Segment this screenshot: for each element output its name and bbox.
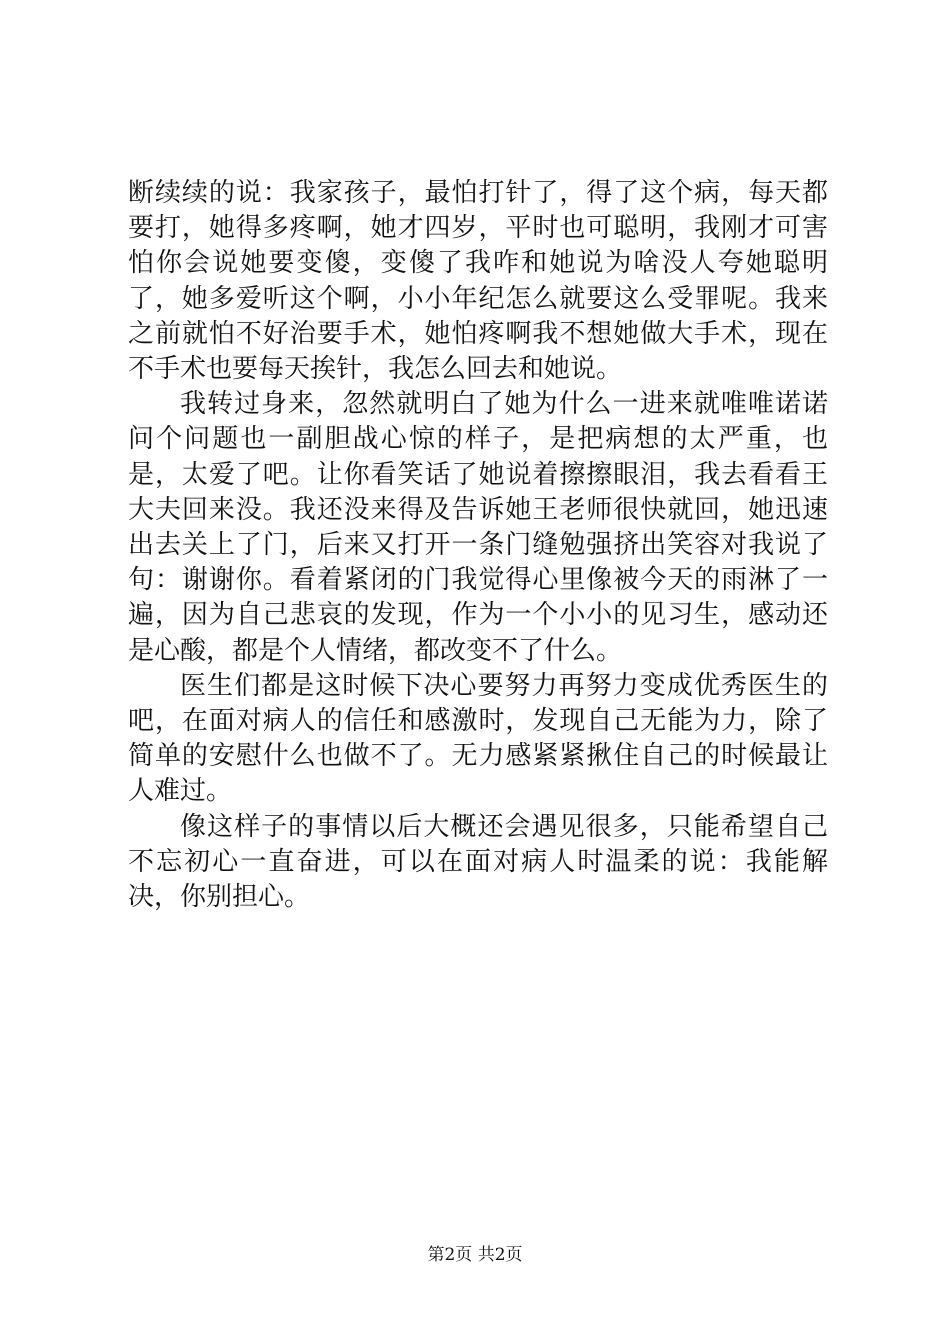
page-number-footer: 第2页 共2页 xyxy=(427,1245,523,1265)
paragraph: 医生们都是这时候下决心要努力再努力变成优秀医生的吧，在面对病人的信任和感激时，发现自己无能为力，除了简单的安慰什么也做不了。无力感紧紧揪住自己的时候最让人难过。 xyxy=(128,670,828,807)
document-body xyxy=(128,176,828,915)
paragraph-continuation: 断续续的说：我家孩子，最怕打针了，得了这个病，每天都要打，她得多疼啊，她才四岁，平时也可聪明，我刚才可害怕你会说她要变傻，变傻了我咋和她说为啥没人夸她聪明了，她多爱听这个啊，小小年纪怎么就要这么受罪呢。我来之前就怕不好治要手术，她怕疼啊我不想她做大手术，现在不手术也要每天挨针，我怎么回去和她说。 xyxy=(128,178,828,385)
paragraph: 像这样子的事情以后大概还会遇见很多，只能希望自己不忘初心一直奋进，可以在面对病人时温柔的说：我能解决，你别担心。 xyxy=(128,811,828,913)
paragraph: 我转过身来，忽然就明白了她为什么一进来就唯唯诺诺问个问题也一副胆战心惊的样子，是把病想的太严重，也是，太爱了吧。让你看笑话了她说着擦擦眼泪，我去看看王大夫回来没。我还没来得及告诉她王老师很快就回，她迅速出去关上了门，后来又打开一条门缝勉强挤出笑容对我说了句：谢谢你。看着紧闭的门我觉得心里像被今天的雨淋了一遍，因为自己悲哀的发现，作为一个小小的见习生，感动还是心酸，都是个人情绪，都改变不了什么。 xyxy=(128,389,828,666)
